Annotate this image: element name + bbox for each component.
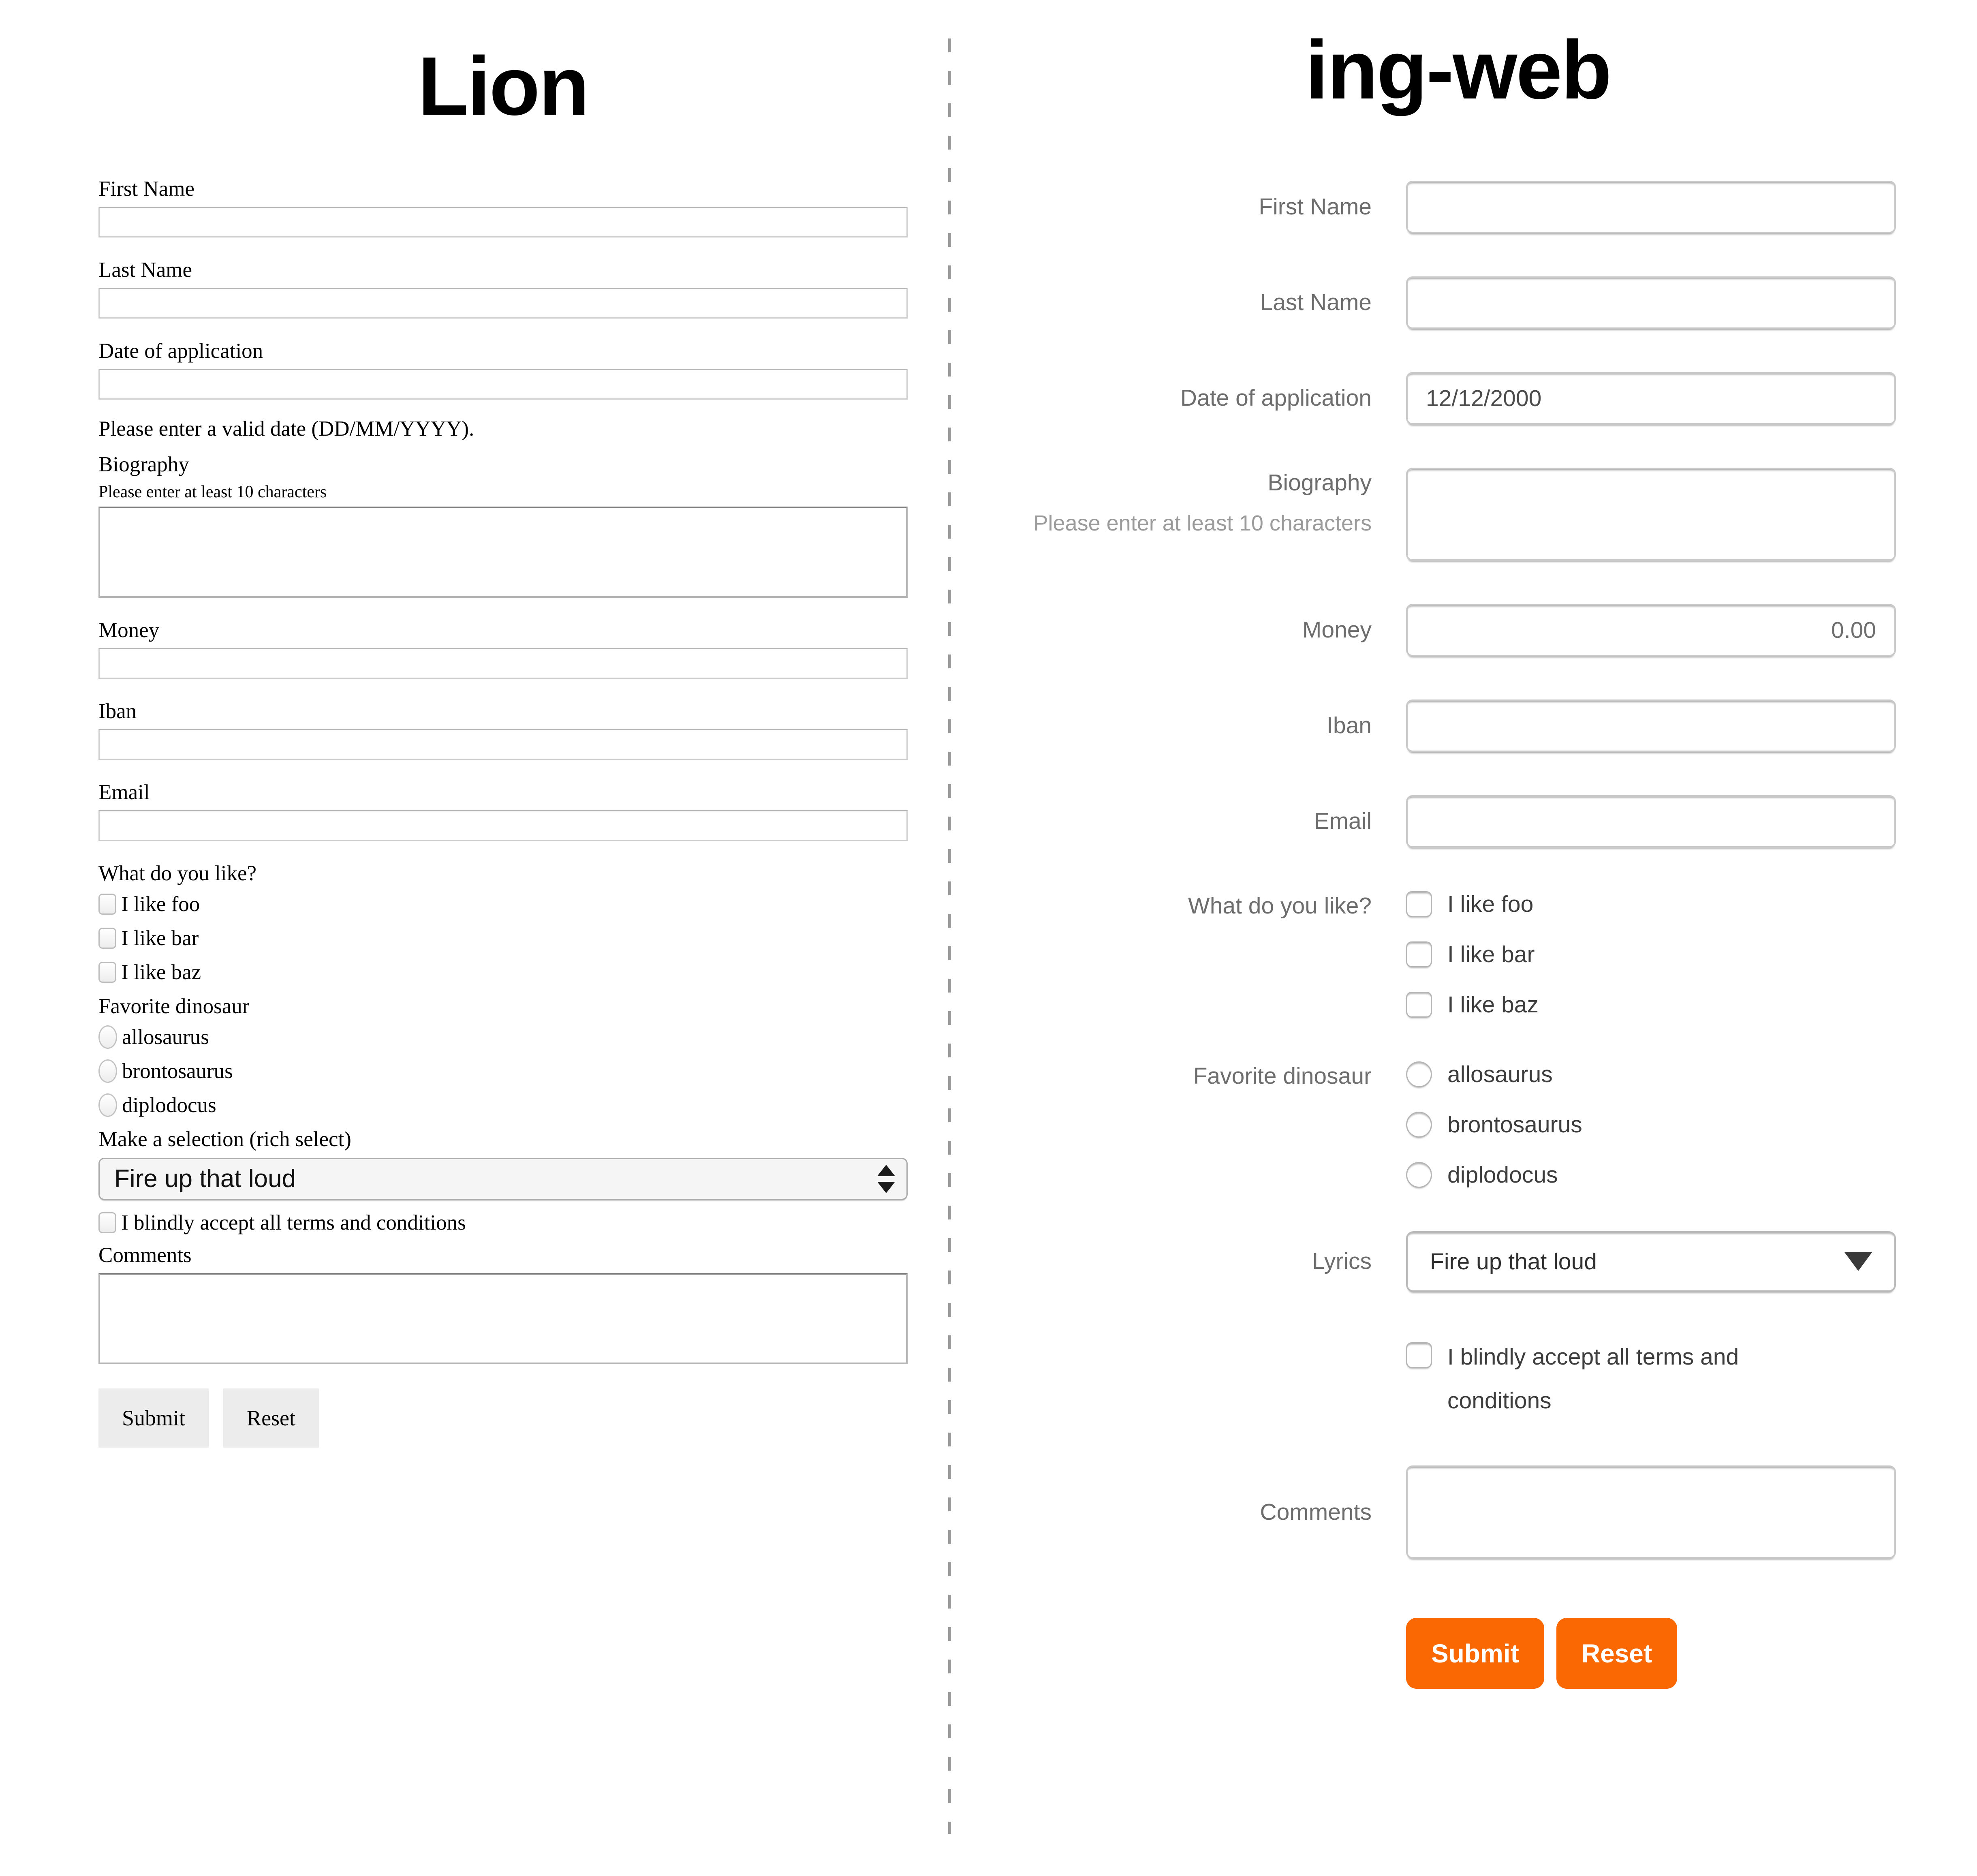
- ingweb-lyrics-row: [951, 1231, 1896, 1292]
- lion-first-name-input[interactable]: [98, 207, 908, 237]
- ingweb-email-row: [951, 795, 1896, 848]
- select-spinner-icon: [877, 1165, 895, 1193]
- ingweb-checkbox-baz-label: I like baz: [1447, 991, 1539, 1018]
- ingweb-buttons: [1406, 1618, 1896, 1689]
- ingweb-money-label: Money: [1302, 617, 1372, 643]
- lion-radio-diplodocus[interactable]: [98, 1093, 908, 1117]
- lion-biography-textarea[interactable]: [98, 507, 908, 598]
- ingweb-first-name-input[interactable]: [1406, 181, 1896, 233]
- ingweb-lyrics-select-value: Fire up that loud: [1430, 1248, 1597, 1275]
- ingweb-checkbox-baz[interactable]: [1406, 991, 1896, 1018]
- checkbox-icon[interactable]: [1406, 941, 1432, 967]
- ingweb-terms-fieldcol: [1406, 1335, 1896, 1423]
- ingweb-radio-diplodocus-label: diplodocus: [1447, 1162, 1558, 1188]
- ingweb-date-fieldcol: [1406, 372, 1896, 425]
- ingweb-terms-row: [951, 1335, 1896, 1423]
- ingweb-iban-input[interactable]: [1406, 699, 1896, 752]
- lion-last-name-input[interactable]: [98, 288, 908, 319]
- ingweb-title: ing-web: [1305, 24, 1611, 116]
- ingweb-biography-labelcol: [951, 468, 1406, 537]
- checkbox-icon[interactable]: [1406, 891, 1432, 917]
- ingweb-biography-helper: Please enter at least 10 characters: [1033, 511, 1372, 535]
- lion-radio-diplodocus-label: diplodocus: [122, 1093, 216, 1117]
- checkbox-icon[interactable]: [98, 894, 116, 915]
- ingweb-first-name-label: First Name: [1259, 194, 1372, 220]
- lion-checkbox-foo-label: I like foo: [121, 892, 200, 916]
- ingweb-dinosaur-row: [951, 1061, 1896, 1188]
- lion-select-label: Make a selection (rich select): [98, 1127, 351, 1151]
- lion-iban-field: [98, 699, 908, 760]
- ingweb-likes-row: [951, 891, 1896, 1018]
- lion-radio-brontosaurus-label: brontosaurus: [122, 1059, 233, 1083]
- arrow-down-icon: [877, 1182, 895, 1193]
- ingweb-comments-fieldcol: [1406, 1465, 1896, 1559]
- ingweb-radio-allosaurus[interactable]: [1406, 1061, 1896, 1088]
- ingweb-likes-fieldcol: [1406, 891, 1896, 1018]
- lion-reset-button[interactable]: Reset: [223, 1388, 319, 1448]
- lion-biography-field: [98, 452, 908, 598]
- radio-icon[interactable]: [98, 1025, 117, 1049]
- ingweb-checkbox-bar-label: I like bar: [1447, 941, 1535, 967]
- lion-date-field: [98, 339, 908, 400]
- ingweb-email-label: Email: [1314, 808, 1372, 834]
- checkbox-icon[interactable]: [1406, 1342, 1432, 1368]
- ingweb-checkbox-foo[interactable]: [1406, 891, 1896, 918]
- radio-icon[interactable]: [1406, 1162, 1432, 1188]
- lion-radio-allosaurus[interactable]: [98, 1025, 908, 1049]
- lion-email-input[interactable]: [98, 810, 908, 841]
- ingweb-dinosaur-fieldcol: [1406, 1061, 1896, 1188]
- lion-terms-label: I blindly accept all terms and conditions: [121, 1211, 466, 1234]
- lion-email-field: [98, 780, 908, 841]
- checkbox-icon[interactable]: [98, 962, 116, 983]
- ingweb-date-label: Date of application: [1180, 385, 1372, 411]
- ingweb-date-input[interactable]: [1406, 372, 1896, 425]
- ingweb-first-name-row: [951, 181, 1896, 233]
- lion-last-name-label: Last Name: [98, 258, 192, 282]
- ingweb-money-fieldcol: [1406, 604, 1896, 657]
- lion-panel: [0, 0, 948, 1876]
- lion-checkbox-bar-label: I like bar: [121, 926, 199, 950]
- checkbox-icon[interactable]: [1406, 992, 1432, 1018]
- lion-biography-helper: Please enter at least 10 characters: [98, 482, 327, 501]
- lion-email-label: Email: [98, 780, 150, 804]
- lion-date-helper: Please enter a valid date (DD/MM/YYYY).: [98, 417, 474, 441]
- ingweb-biography-label: Biography: [1267, 469, 1372, 496]
- radio-icon[interactable]: [1406, 1112, 1432, 1138]
- ingweb-radio-brontosaurus[interactable]: [1406, 1111, 1896, 1138]
- ingweb-biography-fieldcol: [1406, 468, 1896, 561]
- ingweb-first-name-fieldcol: [1406, 181, 1896, 233]
- ingweb-iban-row: [951, 699, 1896, 752]
- ingweb-email-fieldcol: [1406, 795, 1896, 848]
- lion-dinosaur-group-label: Favorite dinosaur: [98, 994, 250, 1018]
- chevron-down-icon: [1844, 1252, 1872, 1271]
- lion-comments-field: [98, 1243, 908, 1364]
- ingweb-biography-row: [951, 468, 1896, 561]
- ingweb-terms-label: I blindly accept all terms and conditions: [1447, 1343, 1739, 1414]
- lion-comments-textarea[interactable]: [98, 1273, 908, 1364]
- ingweb-checkbox-bar[interactable]: [1406, 941, 1896, 968]
- ingweb-money-row: [951, 604, 1896, 657]
- ingweb-biography-textarea[interactable]: [1406, 468, 1896, 561]
- ingweb-last-name-label: Last Name: [1260, 289, 1372, 316]
- ingweb-lyrics-fieldcol: [1406, 1231, 1896, 1292]
- ingweb-radio-brontosaurus-label: brontosaurus: [1447, 1111, 1582, 1138]
- radio-icon[interactable]: [98, 1059, 117, 1083]
- ingweb-checkbox-foo-label: I like foo: [1447, 891, 1534, 917]
- checkbox-icon[interactable]: [98, 1212, 116, 1233]
- lion-money-field: [98, 618, 908, 679]
- ingweb-last-name-input[interactable]: [1406, 276, 1896, 329]
- ingweb-money-input[interactable]: [1406, 604, 1896, 657]
- lion-money-label: Money: [98, 618, 160, 642]
- lion-iban-label: Iban: [98, 699, 137, 723]
- ingweb-reset-button[interactable]: Reset: [1556, 1618, 1677, 1689]
- ingweb-buttons-row: [951, 1602, 1896, 1689]
- lion-buttons-row: [98, 1388, 908, 1448]
- ingweb-radio-allosaurus-label: allosaurus: [1447, 1061, 1553, 1087]
- lion-first-name-label: First Name: [98, 177, 194, 201]
- lion-terms-checkbox[interactable]: [98, 1211, 908, 1235]
- lion-checkbox-baz[interactable]: [98, 960, 908, 984]
- ingweb-panel: [951, 0, 1977, 1876]
- lion-likes-group-label: What do you like?: [98, 861, 257, 885]
- lion-submit-button[interactable]: Submit: [98, 1388, 209, 1448]
- lion-last-name-field: [98, 258, 908, 319]
- lion-checkbox-bar[interactable]: [98, 926, 908, 950]
- lion-radio-allosaurus-label: allosaurus: [122, 1025, 209, 1049]
- lion-rich-select[interactable]: [98, 1158, 908, 1200]
- lion-money-input[interactable]: [98, 648, 908, 679]
- lion-radio-brontosaurus[interactable]: [98, 1059, 908, 1083]
- lion-biography-label: Biography: [98, 452, 189, 476]
- dashed-divider: [948, 39, 951, 1834]
- arrow-up-icon: [877, 1165, 895, 1176]
- ingweb-terms-checkbox[interactable]: [1406, 1335, 1896, 1423]
- checkbox-icon[interactable]: [98, 928, 116, 949]
- ingweb-radio-diplodocus[interactable]: [1406, 1162, 1896, 1188]
- radio-icon[interactable]: [1406, 1061, 1432, 1087]
- ingweb-dinosaur-label: Favorite dinosaur: [1193, 1063, 1372, 1089]
- ingweb-submit-button[interactable]: Submit: [1406, 1618, 1544, 1689]
- ingweb-last-name-fieldcol: [1406, 276, 1896, 329]
- ingweb-email-input[interactable]: [1406, 795, 1896, 848]
- lion-title: Lion: [418, 40, 588, 133]
- ingweb-comments-row: [951, 1465, 1896, 1559]
- lion-iban-input[interactable]: [98, 729, 908, 760]
- ingweb-comments-textarea[interactable]: [1406, 1465, 1896, 1559]
- ingweb-date-row: [951, 372, 1896, 425]
- ingweb-iban-fieldcol: [1406, 699, 1896, 752]
- ingweb-iban-label: Iban: [1327, 712, 1372, 739]
- ingweb-lyrics-label: Lyrics: [1312, 1248, 1372, 1275]
- lion-comments-label: Comments: [98, 1243, 192, 1267]
- lion-checkbox-foo[interactable]: [98, 892, 908, 916]
- lion-rich-select-value: Fire up that loud: [114, 1165, 296, 1193]
- lion-checkbox-baz-label: I like baz: [121, 960, 201, 984]
- lion-date-label: Date of application: [98, 339, 263, 363]
- ingweb-last-name-row: [951, 276, 1896, 329]
- ingweb-comments-label: Comments: [1260, 1499, 1372, 1525]
- lion-first-name-field: [98, 177, 908, 237]
- radio-icon[interactable]: [98, 1093, 117, 1117]
- lion-date-input[interactable]: [98, 369, 908, 400]
- ingweb-lyrics-select[interactable]: [1406, 1231, 1896, 1292]
- ingweb-likes-label: What do you like?: [1188, 892, 1372, 919]
